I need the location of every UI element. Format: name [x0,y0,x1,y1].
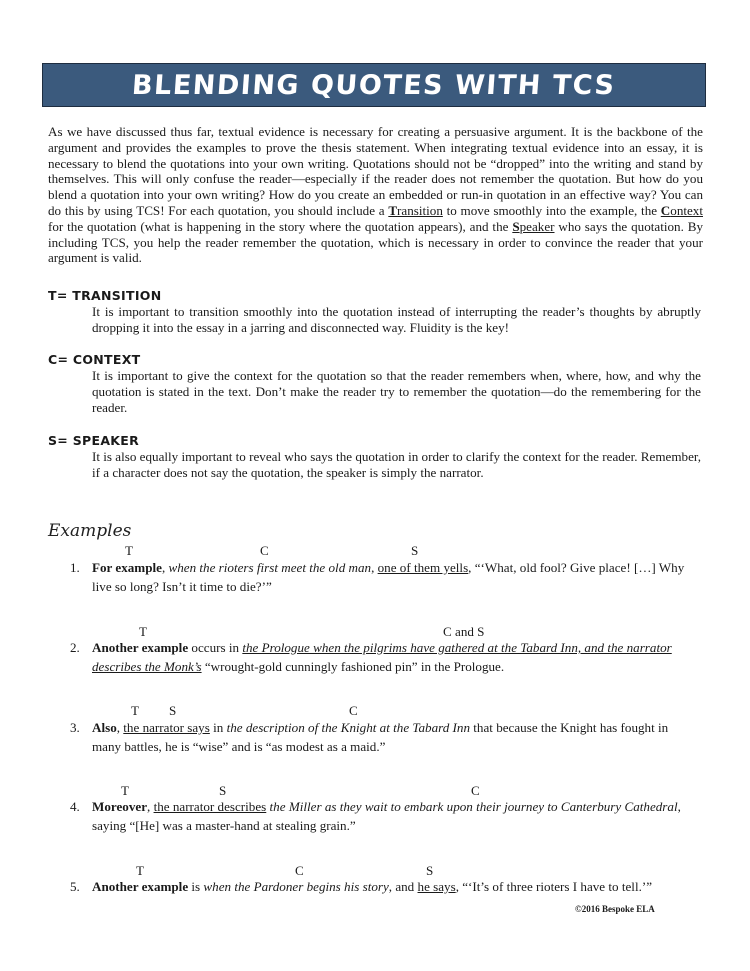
marker-t: T [136,863,144,878]
intro-s-letter: S [512,218,520,234]
section-heading-speaker: S= SPEAKER [48,433,140,448]
marker-s: S [169,703,177,718]
example-number: 2. [70,640,80,655]
intro-text-2: to move smoothly into the example, the [442,202,661,218]
example-speaker: one of them yells [377,560,469,575]
example-item [70,877,700,896]
section-text-context: It is important to give the context for the quotation so that the reader remembers when, where, how, and why the quotation is stated in the text. Don’t make the reader try to remember the quotation—do the remembering for the reader. [92,368,701,415]
example-joiner: , [147,799,154,814]
intro-s-word: peaker [519,218,555,234]
example-quote: , “‘What, old fool? Give place! […] Why live so long? Isn’t it time to die?’” [92,560,685,594]
marker-c-and-s: C and S [443,624,485,639]
intro-text-1: As we have discussed thus far, textual evidence is necessary for creating a persuasive argument. It is the backbone of the argument and provides the examples to prove the thesis statement. When integrating textual evidence into an essay, it is necessary to blend the quotations into your own writing. Quotations should not be “dropped” into the writing and stand by themselves. This will only confuse the reader—especially if the reader does not remember the quotation. But how do you blend a quotation into your own writing? How do you create an embedded or run-in quotation in an effective way? You can do this by using TCS! For each quotation, you should include a [48,124,703,218]
marker-c: C [471,783,480,798]
marker-t: T [121,783,129,798]
example-item [70,797,700,835]
example-joiner: is [188,879,204,894]
intro-text-4: who says the quotation. By including TCS, you help the reader remember the quotation, which is necessary in order to convince the reader that your argument is valid. [48,218,703,266]
example-lead: For example [92,560,162,575]
example-lead: Another example [92,640,189,655]
example-joiner: , and [388,879,418,894]
marker-t: T [139,624,147,639]
example-item [70,558,700,596]
section-text-speaker: It is also equally important to reveal who says the quotation in order to clarify the context for the reader. Remember, if a character does not say the quotation, the speaker is simply the narrator. [92,449,701,480]
marker-s: S [219,783,227,798]
section-heading-transition: T= TRANSITION [48,288,162,303]
example-lead: Another example [92,879,189,894]
marker-s: S [411,543,419,558]
marker-t: T [125,543,133,558]
example-joiner: in [209,720,227,735]
example-speaker: the narrator describes [153,799,267,814]
example-context: the Prologue when the pilgrims have gathered at the Tabard Inn, and the narrator describes the Monk’s [92,640,672,674]
example-context: when the rioters first meet the old man [168,560,372,575]
intro-text-3: for the quotation (what is happening in the story where the quotation appears), and the [48,218,513,234]
example-quote: that because the Knight has fought in many battles, he is “wise” and is “as modest as a maid.” [92,720,669,754]
example-context: the Miller as they wait to embark upon their journey to Canterbury Cathedral [269,799,678,814]
marker-s: S [426,863,434,878]
copyright-note: ©2016 Bespoke ELA [575,904,655,914]
example-context: the description of the Knight at the Tabard Inn [226,720,471,735]
example-context: when the Pardoner begins his story [203,879,389,894]
example-item [70,638,700,676]
intro-c-word: ontext [670,202,703,218]
example-quote: , “‘It’s of three rioters I have to tell.’” [455,879,653,894]
example-joiner: , [161,560,169,575]
intro-paragraph [48,124,703,266]
section-text-transition: It is important to transition smoothly into the quotation instead of interrupting the reader’s thoughts by abruptly dropping it into the essay in a jarring and disconnected way. Fluidity is the key! [92,304,701,335]
intro-t-letter: T [388,202,398,218]
example-lead: Moreover [92,799,148,814]
example-lead: Also [92,720,117,735]
example-number: 1. [70,560,80,575]
example-speaker: he says [417,879,456,894]
title-banner [42,63,706,107]
examples-heading: Examples [48,521,132,541]
example-number: 5. [70,879,80,894]
intro-t-word: ransition [397,202,443,218]
section-heading-context: C= CONTEXT [48,352,141,367]
marker-t: T [131,703,139,718]
example-number: 3. [70,720,80,735]
example-joiner: , [116,720,124,735]
example-number: 4. [70,799,80,814]
example-quote: “wrought-gold cunningly fashioned pin” in the Prologue. [201,659,505,674]
intro-c-letter: C [660,202,671,218]
example-speaker: the narrator says [123,720,210,735]
marker-c: C [260,543,269,558]
page-title: BLENDING QUOTES WITH TCS [131,69,617,101]
example-joiner: , [371,560,378,575]
example-quote: , saying “[He] was a master-hand at stealing grain.” [92,799,681,833]
marker-c: C [295,863,304,878]
example-item [70,718,700,756]
example-joiner: occurs in [188,640,243,655]
marker-c: C [349,703,358,718]
